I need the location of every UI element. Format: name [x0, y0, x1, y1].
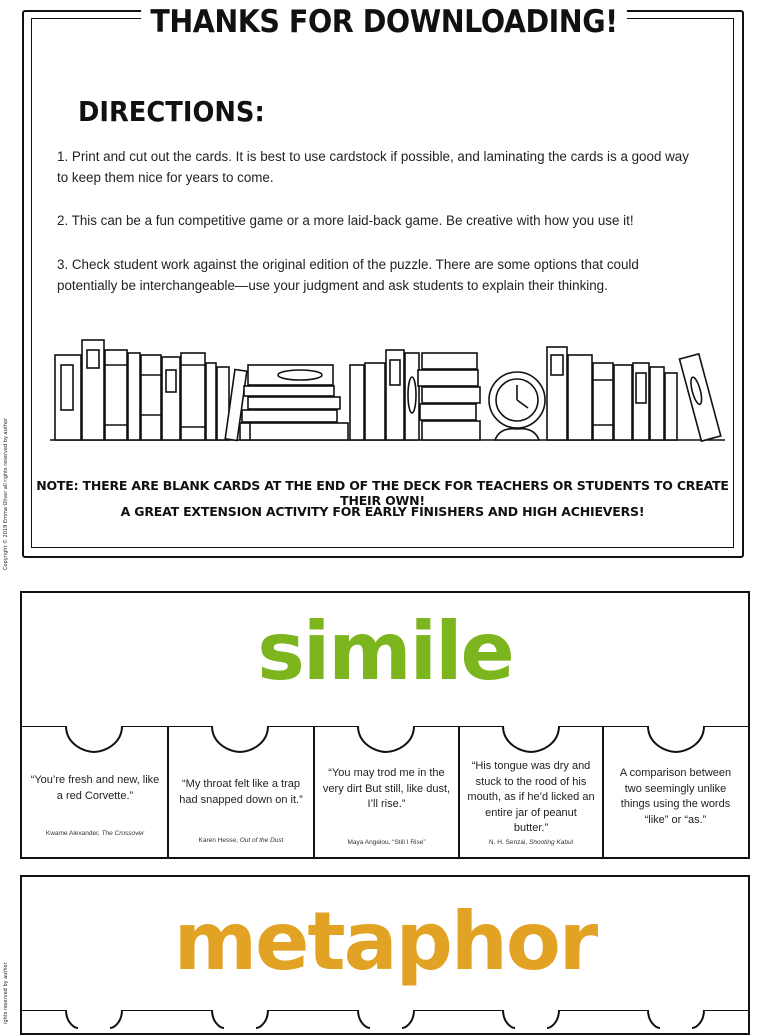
note-line-1: NOTE: THERE ARE BLANK CARDS AT THE END OF THE DECK FOR TEACHERS OR STUDENTS TO CREATE THEIR OWN! [36, 478, 729, 508]
puzzle-outline [22, 1010, 748, 1030]
puzzle-piece[interactable] [459, 726, 603, 859]
book-icon [350, 365, 364, 440]
quote-source: N. H. Senzai, Shooting Kabul [488, 839, 574, 846]
book-icon [422, 421, 480, 440]
book-icon [568, 355, 592, 440]
quote-source: Kwame Alexander, The Crossover [45, 830, 145, 837]
copyright-text-partial: ights reserved by author [3, 962, 9, 1024]
book-icon [240, 423, 348, 440]
book-icon [105, 350, 127, 440]
metaphor-heading: metaphor [173, 895, 597, 988]
definition-text: A comparison between two seemingly unlike things using the words “like” or “as.” [619, 767, 732, 826]
direction-step-2: 2. This can be a fun competitive game or a more laid-back game. Be creative with how you use it! [57, 213, 634, 228]
book-icon [248, 397, 340, 409]
book-icon [244, 386, 334, 396]
quote-text: “You’re fresh and new, like a red Corvette.” [30, 774, 160, 802]
puzzle-piece[interactable] [603, 726, 748, 859]
quote-source: Karen Hesse, Out of the Dust [198, 837, 284, 844]
book-icon [206, 363, 216, 440]
book-icon [665, 373, 677, 440]
page-title: THANKS FOR DOWNLOADING! [141, 4, 627, 40]
puzzle-piece[interactable] [314, 726, 459, 859]
book-icon [365, 363, 385, 440]
book-icon [242, 410, 337, 422]
book-icon [141, 355, 161, 440]
directions-heading: DIRECTIONS: [78, 95, 265, 128]
note-line-2: A GREAT EXTENSION ACTIVITY FOR EARLY FINISHERS AND HIGH ACHIEVERS! [120, 504, 645, 519]
simile-heading: simile [257, 605, 513, 698]
direction-step-3: 3. Check student work against the original edition of the puzzle. There are some options that could potentially be interchangeable—use your judgment and ask students to explain their thinking. [57, 257, 639, 293]
simile-puzzle-card [20, 591, 750, 859]
direction-step-1: 1. Print and cut out the cards. It is best to use cardstock if possible, and laminating the cards is a good way to keep them nice for years to come. [57, 149, 689, 185]
book-icon [614, 365, 632, 440]
puzzle-piece[interactable] [22, 726, 168, 859]
book-icon [593, 363, 613, 440]
metaphor-puzzle-card [20, 875, 750, 1035]
copyright-text: Copyright © 2019 Emma Oliver all rights reserved by author [3, 417, 9, 570]
book-icon [420, 404, 476, 420]
bookshelf-illustration [50, 335, 725, 450]
quote-text: “His tongue was dry and stuck to the rood of his mouth, as if he’d licked an entire jar of peanut butter.” [467, 760, 595, 834]
puzzle-piece[interactable] [168, 726, 314, 859]
book-icon [418, 370, 478, 386]
book-icon [128, 353, 140, 440]
quote-text: “You may trod me in the very dirt But still, like dust, I’ll rise.” [322, 767, 451, 810]
quote-text: “My throat felt like a trap had snapped down on it.” [179, 778, 303, 806]
book-icon [650, 367, 664, 440]
quote-source: Maya Angelou, “Still I Rise” [347, 839, 426, 846]
book-icon [422, 353, 477, 369]
book-icon [422, 387, 480, 403]
